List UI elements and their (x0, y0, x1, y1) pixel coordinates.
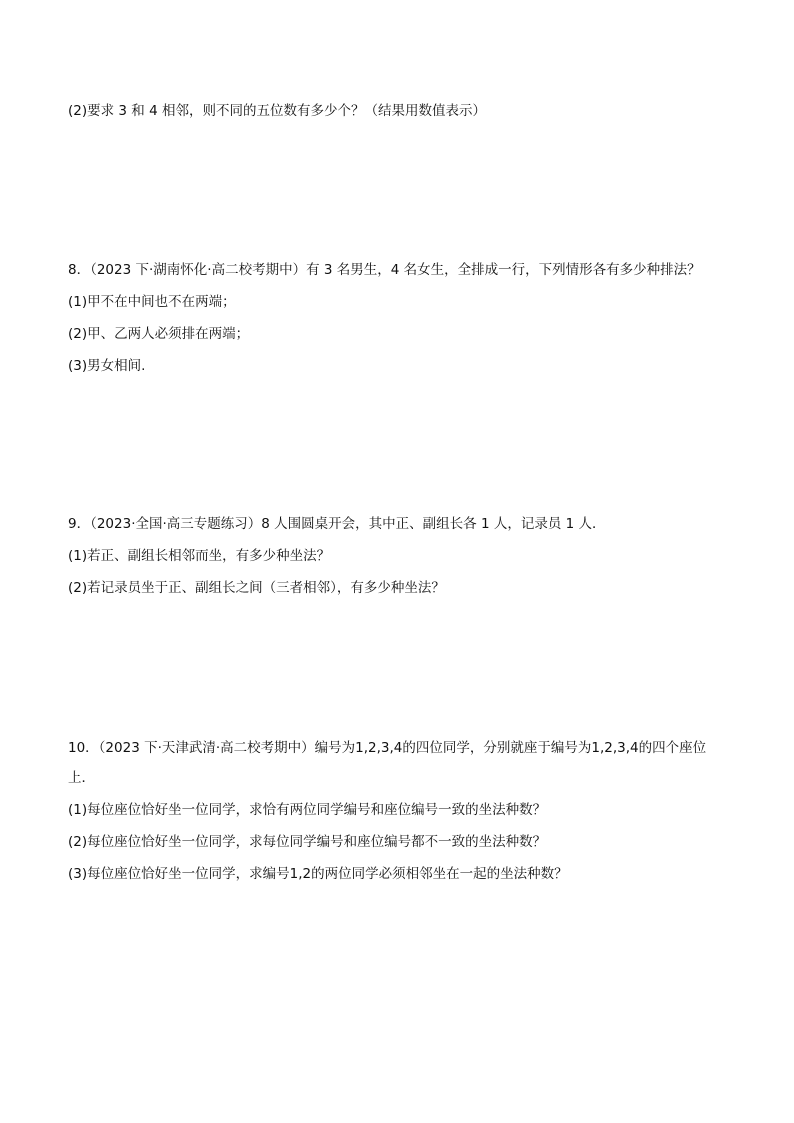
question-8-part-2: (2)甲、乙两人必须排在两端； (68, 326, 250, 342)
question-8-part-1: (1)甲不在中间也不在两端； (68, 294, 236, 310)
question-10-part-2: (2)每位座位恰好坐一位同学，求每位同学编号和座位编号都不一致的坐法种数？ (68, 834, 547, 850)
question-10-part-1: (1)每位座位恰好坐一位同学，求恰有两位同学编号和座位编号一致的坐法种数？ (68, 802, 547, 818)
question-10-part-3: (3)每位座位恰好坐一位同学，求编号1,2的两位同学必须相邻坐在一起的坐法种数？ (68, 866, 568, 882)
question-10-stem-line-1: 10．（2023 下·天津武清·高二校考期中）编号为1,2,3,4的四位同学，分别就座于编号为1,2,3,4的四个座位 (68, 740, 707, 756)
question-7-part-2: (2)要求 3 和 4 相邻，则不同的五位数有多少个？（结果用数值表示） (68, 103, 486, 119)
question-8-part-3: (3)男女相间. (68, 358, 146, 374)
question-9-stem: 9．（2023·全国·高三专题练习）8 人围圆桌开会，其中正、副组长各 1 人，记录员 1 人． (68, 516, 606, 532)
question-8-stem: 8．（2023 下·湖南怀化·高二校考期中）有 3 名男生，4 名女生，全排成一行，下列情形各有多少种排法？ (68, 262, 701, 278)
question-9-part-1: (1)若正、副组长相邻而坐，有多少种坐法？ (68, 548, 331, 564)
question-10-stem-line-2: 上． (68, 770, 95, 786)
question-9-part-2: (2)若记录员坐于正、副组长之间（三者相邻），有多少种坐法？ (68, 580, 445, 596)
